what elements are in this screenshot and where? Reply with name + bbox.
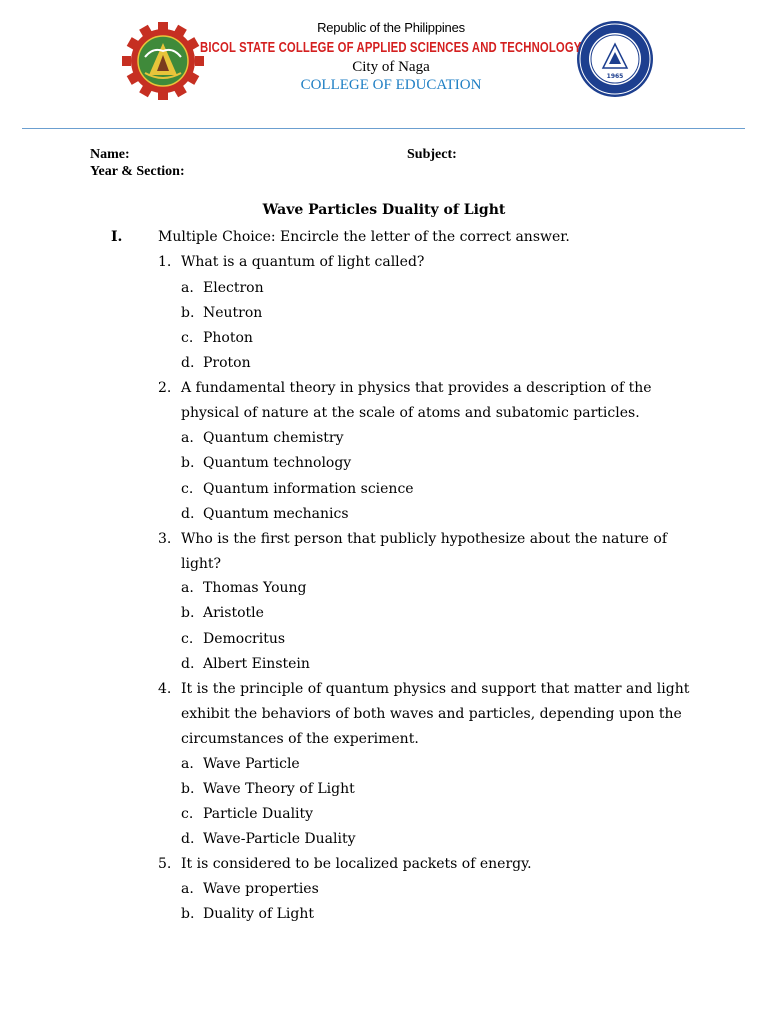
choice-letter: a.: [181, 881, 194, 897]
choice-letter: d.: [181, 355, 195, 371]
choice-text: Wave-Particle Duality: [203, 831, 356, 847]
choice-letter: b.: [181, 781, 195, 797]
subject-label: Subject:: [407, 147, 457, 162]
choice-text: Aristotle: [203, 605, 264, 621]
page-title: Wave Particles Duality of Light: [262, 202, 506, 218]
choice-text: Proton: [203, 355, 251, 371]
choice-text: Wave Theory of Light: [203, 781, 355, 797]
choice-letter: c.: [181, 806, 194, 822]
college-name: COLLEGE OF EDUCATION: [300, 77, 482, 93]
city-label: City of Naga: [352, 59, 430, 75]
choice-letter: a.: [181, 580, 194, 596]
question-number: 1.: [158, 254, 172, 270]
choice-text: Photon: [203, 330, 253, 346]
name-label: Name:: [90, 147, 130, 162]
question-text: Who is the first person that publicly hypothesize about the nature of: [181, 531, 667, 547]
question-number: 2.: [158, 380, 172, 396]
seal-year: 1965: [606, 73, 624, 80]
choice-text: Duality of Light: [203, 906, 314, 922]
section-instruction: Multiple Choice: Encircle the letter of the correct answer.: [158, 229, 570, 245]
question-text: It is considered to be localized packets of energy.: [181, 856, 532, 872]
question-text: exhibit the behaviors of both waves and particles, depending upon the: [181, 706, 682, 722]
choice-letter: a.: [181, 756, 194, 772]
choice-letter: b.: [181, 605, 195, 621]
choice-letter: c.: [181, 330, 194, 346]
choice-text: Wave properties: [203, 881, 319, 897]
header-divider: [22, 128, 745, 129]
year-section-label: Year & Section:: [90, 164, 185, 179]
question-text: circumstances of the experiment.: [181, 731, 419, 747]
choice-letter: c.: [181, 481, 194, 497]
choice-letter: b.: [181, 455, 195, 471]
choice-text: Democritus: [203, 631, 286, 647]
choice-letter: a.: [181, 430, 194, 446]
choice-text: Quantum information science: [203, 481, 414, 497]
choice-letter: a.: [181, 280, 194, 296]
choice-text: Particle Duality: [203, 806, 314, 822]
choice-text: Quantum chemistry: [203, 430, 344, 446]
question-text: light?: [181, 556, 222, 572]
choice-text: Neutron: [203, 305, 263, 321]
choice-text: Albert Einstein: [203, 656, 310, 672]
question-text: physical of nature at the scale of atoms and subatomic particles.: [181, 405, 640, 421]
choice-letter: b.: [181, 906, 195, 922]
choice-text: Electron: [203, 280, 264, 296]
choice-text: Wave Particle: [203, 756, 300, 772]
republic-label: Republic of the Philippines: [317, 20, 465, 35]
question-number: 3.: [158, 531, 172, 547]
question-number: 4.: [158, 681, 172, 697]
choice-text: Quantum technology: [203, 455, 352, 471]
choice-letter: c.: [181, 631, 194, 647]
choice-letter: d.: [181, 656, 195, 672]
choice-text: Quantum mechanics: [203, 506, 349, 522]
choice-letter: b.: [181, 305, 195, 321]
question-text: A fundamental theory in physics that provides a description of the: [181, 380, 652, 396]
choice-text: Thomas Young: [203, 580, 307, 596]
question-text: It is the principle of quantum physics and support that matter and light: [181, 681, 690, 697]
section-number: I.: [111, 229, 123, 245]
question-number: 5.: [158, 856, 172, 872]
choice-letter: d.: [181, 506, 195, 522]
question-text: What is a quantum of light called?: [181, 254, 425, 270]
school-name: BICOL STATE COLLEGE OF APPLIED SCIENCES AND TECHNOLOGY: [200, 40, 582, 56]
choice-letter: d.: [181, 831, 195, 847]
